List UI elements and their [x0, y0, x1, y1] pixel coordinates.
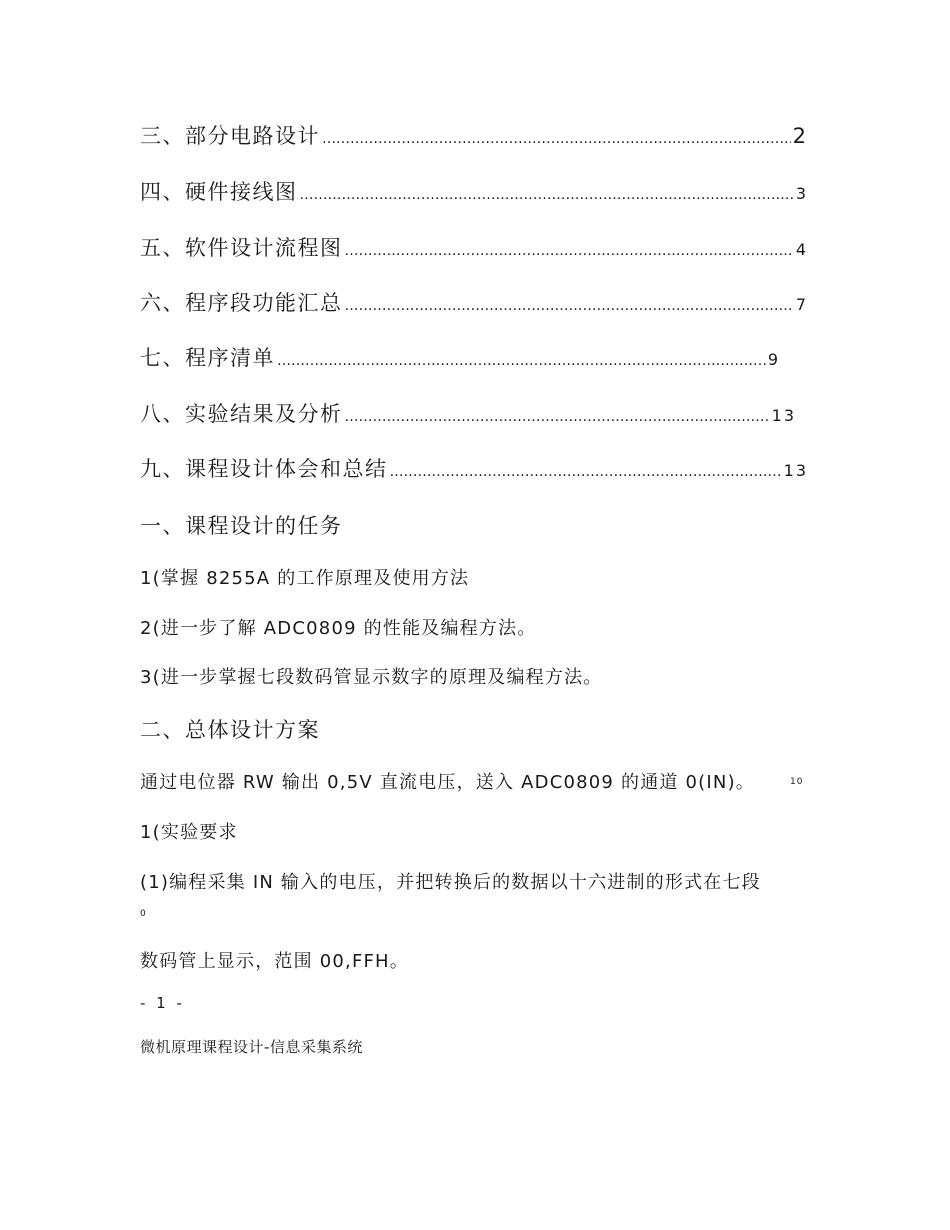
section-heading: 二、总体设计方案 [140, 718, 320, 742]
toc-leader-dots [345, 298, 794, 314]
toc-entry-title: 七、程序清单 [140, 346, 275, 370]
requirement-label: 1(实验要求 [140, 822, 238, 843]
toc-entry-title: 六、程序段功能汇总 [140, 291, 343, 315]
toc-entry-page: 9 [767, 350, 780, 369]
toc-entry[interactable] [140, 176, 808, 206]
toc-entry-page: 3 [795, 184, 808, 203]
toc-entry[interactable] [140, 232, 808, 262]
intro-paragraph: 通过电位器 RW 输出 0,5V 直流电压，送入 ADC0809 的通道 0(IN)。 [140, 772, 755, 793]
toc-leader-dots [277, 353, 766, 369]
page-number: - 1 - [140, 994, 185, 1012]
toc-leader-dots [300, 187, 794, 203]
toc-leader-dots [390, 464, 782, 480]
toc-leader-dots [322, 131, 791, 147]
toc-entry-page: 13 [783, 461, 808, 480]
subscript-note: 10 [790, 777, 804, 787]
toc-entry[interactable] [140, 398, 796, 428]
toc-leader-dots [345, 409, 770, 425]
requirement-line: 数码管上显示，范围 00,FFH。 [140, 951, 409, 972]
requirement-line: (1)编程采集 IN 输入的电压，并把转换后的数据以十六进制的形式在七段 [140, 872, 761, 893]
toc-entry-page: 4 [795, 240, 808, 259]
running-footer: 微机原理课程设计-信息采集系统 [140, 1038, 363, 1056]
subscript-note: 0 [140, 909, 147, 919]
task-item: 1(掌握 8255A 的工作原理及使用方法 [140, 568, 470, 589]
toc-leader-dots [345, 243, 794, 259]
toc-entry-title: 八、实验结果及分析 [140, 402, 343, 426]
toc-entry-page: 7 [795, 295, 808, 314]
section-heading: 一、课程设计的任务 [140, 514, 343, 538]
toc-entry[interactable] [140, 453, 808, 483]
toc-entry[interactable] [140, 287, 808, 317]
toc-entry-title: 四、硬件接线图 [140, 180, 298, 204]
toc-entry-title: 五、软件设计流程图 [140, 236, 343, 260]
toc-entry-title: 九、课程设计体会和总结 [140, 457, 388, 481]
toc-entry-page: 13 [771, 406, 796, 425]
toc-entry-page: 2 [792, 124, 808, 148]
task-item: 3(进一步掌握七段数码管显示数字的原理及编程方法。 [140, 667, 603, 688]
toc-entry[interactable] [140, 342, 780, 372]
toc-entry-title: 三、部分电路设计 [140, 124, 320, 148]
task-item: 2(进一步了解 ADC0809 的性能及编程方法。 [140, 618, 537, 639]
toc-entry[interactable] [140, 120, 808, 150]
